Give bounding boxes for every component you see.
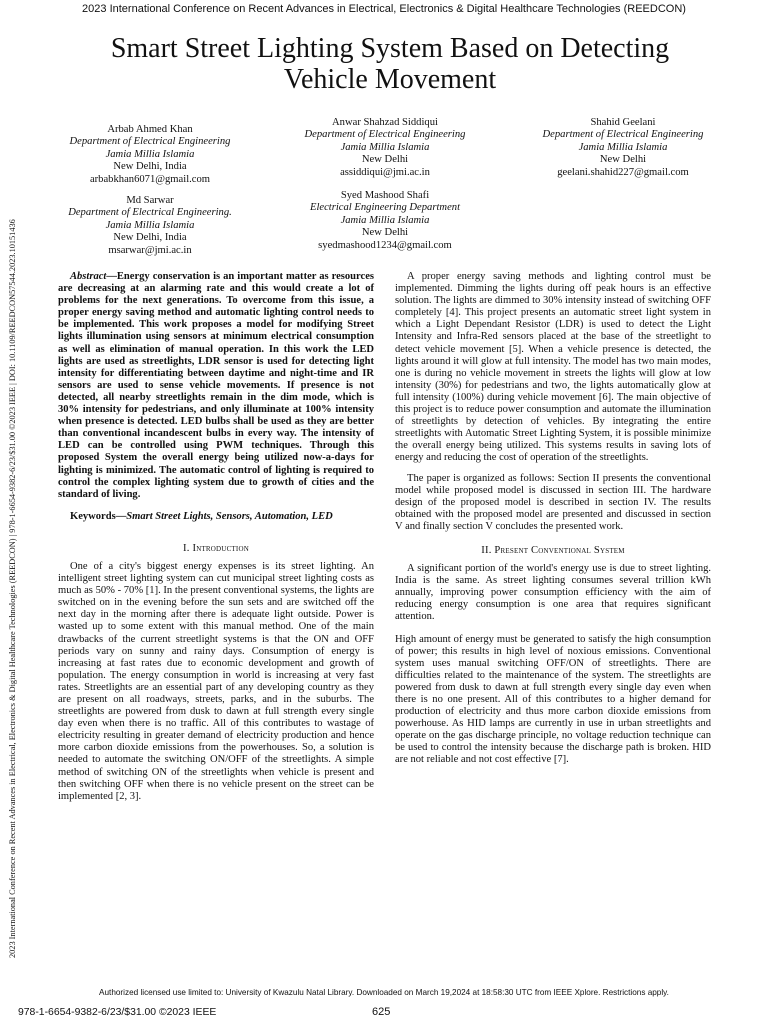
left-column bbox=[58, 271, 374, 803]
author-univ: Jamia Millia Islamia bbox=[340, 214, 430, 226]
keywords-text: Smart Street Lights, Sensors, Automation, LED bbox=[126, 510, 333, 522]
author-block-5 bbox=[270, 190, 500, 252]
author-email: geelani.shahid227@gmail.com bbox=[557, 166, 689, 178]
page-number: 625 bbox=[372, 1006, 391, 1018]
author-block-1 bbox=[40, 124, 260, 186]
author-dept: Department of Electrical Engineering bbox=[69, 136, 231, 148]
author-name: Md Sarwar bbox=[126, 195, 174, 206]
author-email: assiddiqui@jmi.ac.in bbox=[340, 166, 430, 178]
paper-title bbox=[60, 33, 720, 95]
intro-paragraph: One of a city's biggest energy expenses is its street lighting. An intelligent street lighting system can cut municipal street lighting costs as much as 50% - 70% [1]. In the present conventional systems, the lights are switched on in the evening before the sun sets and are switched off the next day in the morning after there is adequate light outside. Power is wasted up to some extent with this manual method. One of the main drawbacks of the current streetlight systems is that the ON and OFF periods vary on sunny and rainy days. Consumption of energy is increasing at fast rates due to economic development and growth of population. The energy consumption in world is increasing at very fast rates. Streetlights are an essential part of any developing country as they are present on all roadways, streets, parks, and in the suburbs. The streetlights are powered from dusk to dawn at full strength every single day even when there is no traffic. All of this contributes to wastage of electricity resulting in greater demand of electricity production and hence more carbon dioxide emissions from the powerhouses. So, a solution is needed to automate the switching ON/OFF of the streetlights. A simple method of switching ON of the streetlights when vehicle is present and then switching OFF when there is no vehicle present on the street can be implemented [2, 3]. bbox=[58, 560, 374, 802]
section2-paragraph-2: High amount of energy must be generated to satisfy the high consumption of power; this results in high level of noxious emissions. Conventional system uses manual switching OFF/ON of streetlights. There are difficulties related to the maintenance of the system. The streetlights are powered from dusk to dawn at full strength every single day even when there is no one present. All of this contributes to a higher demand for production of electricity and thus more carbon dioxide emissions from powerhouse. As HID lamps are currently in use in urban streetlights and operate on the gas discharge principle, no voltage reduction technique can be used to control the intensity because the discharge path is broken. HID are not reliable and not cost effective [7]. bbox=[395, 633, 711, 766]
author-city: New Delhi, India bbox=[113, 161, 187, 173]
author-univ: Jamia Millia Islamia bbox=[105, 219, 195, 231]
author-dept: Department of Electrical Engineering. bbox=[68, 207, 232, 219]
author-email: syedmashood1234@gmail.com bbox=[318, 239, 452, 251]
author-name: Shahid Geelani bbox=[590, 117, 656, 128]
title-line-2: Vehicle Movement bbox=[283, 64, 497, 95]
right-paragraph-1: A proper energy saving methods and lighting control must be implemented. Dimming the lights during off peak hours is an effective solution. The lights are dimmed to 30% intensity instead of switching OFF completely [4]. This project presents an automatic street light system in which a Light Dependant Resistor (LDR) is used to detect the Light Intensity and Infra-Red sensors placed at the base of the streetlight to detect vehicle movement [5]. When a vehicle presence is detected, the lights around it will glow at full intensity. The model has two main modes, one is during no vehicle movement in streets the lights will glow at low intensity (30%) for pedestrians and two, the lights automatically glow at full intensity (100%) during vehicle movement [6]. The main objective of this project is to reduce power consumption and automate the illumination of streetlights by detection of vehicles. By integrating the entire streetlights with Automatic Street Lighting System, it is possible minimize the overall energy being utilized. This systems results in saving lots of energy and reducing the cost of operation of the streetlights. bbox=[395, 271, 711, 464]
abstract-text: —Energy conservation is an important matter as resources are decreasing at an alarming rate and this would create a lot of problems for the next generations. To overcome from this issue, a proper energy saving method and automatic lighting control needs to be implemented. This work proposes a model for modifying Street lights illumination using sensors at minimum electrical consumption as well as elimination of manual operation. In this work the LED lights are used as streetlights, LDR sensor is used for detecting light intensity for differentiating between daytime and night-time and IR sensors are used to sense vehicle movements. If presence is not detected, all nearby streetlights remain in the dim mode, which is 30% intensity for pedestrians, and only illuminate at 100% intensity when presence is detected. LED bulbs shall be used as they are better than conventional incandescent bulbs in every way. The intensity of LED can be controlled using PWM techniques. Through this proposed System the overall energy being utilized now-a-days for lighting is minimized. The automatic control of lighting is required to control the complex lighting system due to growth of cities and the standard of living. bbox=[58, 271, 374, 500]
author-name: Arbab Ahmed Khan bbox=[107, 124, 193, 135]
section-heading-conventional: II. Present Conventional System bbox=[481, 544, 625, 556]
author-city: New Delhi, India bbox=[113, 232, 187, 244]
keywords bbox=[58, 511, 374, 523]
author-email: msarwar@jmi.ac.in bbox=[108, 244, 192, 256]
author-city: New Delhi bbox=[361, 227, 409, 239]
author-univ: Jamia Millia Islamia bbox=[340, 141, 430, 153]
right-paragraph-2: The paper is organized as follows: Section II presents the conventional model while proposed model is discussed in section III. The hardware design of the proposed model is described in section IV. The results obtained with the proposed model are presented and discussed in section V and finally section V concludes the presented work. bbox=[395, 472, 711, 532]
abstract-label: Abstract bbox=[70, 271, 107, 282]
author-block-4 bbox=[40, 195, 260, 257]
author-dept: Department of Electrical Engineering bbox=[542, 129, 704, 141]
author-dept: Electrical Engineering Department bbox=[309, 202, 461, 214]
title-line-1: Smart Street Lighting System Based on Detecting bbox=[110, 33, 670, 64]
author-univ: Jamia Millia Islamia bbox=[578, 141, 668, 153]
author-email: arbabkhan6071@gmail.com bbox=[89, 173, 211, 185]
author-name: Anwar Shahzad Siddiqui bbox=[332, 117, 438, 128]
author-city: New Delhi bbox=[361, 154, 409, 166]
right-column bbox=[395, 271, 711, 767]
abstract bbox=[58, 271, 374, 501]
author-block-3 bbox=[508, 117, 738, 179]
section2-paragraph-1: A significant portion of the world's energy use is due to street lighting. India is the same. As street lighting consumes several trillion kWh annually, improving power consumption efficiency with the aim of reducing energy consumption is one area that requires significant attention. bbox=[395, 563, 711, 623]
side-margin-citation: 2023 International Conference on Recent Advances in Electrical, Electronics & Digital Healthcare Technologies (REEDCON) | 978-1-6654-9382-6/23/$31.00 ©2023 IEEE | DOI: 10.1109/REEDCON57544.2023.10151436 bbox=[8, 219, 17, 958]
author-name: Syed Mashood Shafi bbox=[340, 190, 430, 201]
isbn-footer: 978-1-6654-9382-6/23/$31.00 ©2023 IEEE bbox=[18, 1007, 217, 1018]
author-dept: Department of Electrical Engineering bbox=[304, 129, 466, 141]
license-footer: Authorized licensed use limited to: University of Kwazulu Natal Library. Downloaded on March 19,2024 at 18:58:30 UTC from IEEE Xplore. Restrictions apply. bbox=[99, 988, 669, 997]
author-city: New Delhi bbox=[599, 154, 647, 166]
keywords-label: Keywords— bbox=[70, 510, 127, 522]
section-heading-introduction: I. Introduction bbox=[183, 542, 249, 554]
author-block-2 bbox=[270, 117, 500, 179]
author-univ: Jamia Millia Islamia bbox=[105, 148, 195, 160]
conference-header: 2023 International Conference on Recent Advances in Electrical, Electronics & Digital Healthcare Technologies (REEDCON) bbox=[82, 3, 686, 15]
